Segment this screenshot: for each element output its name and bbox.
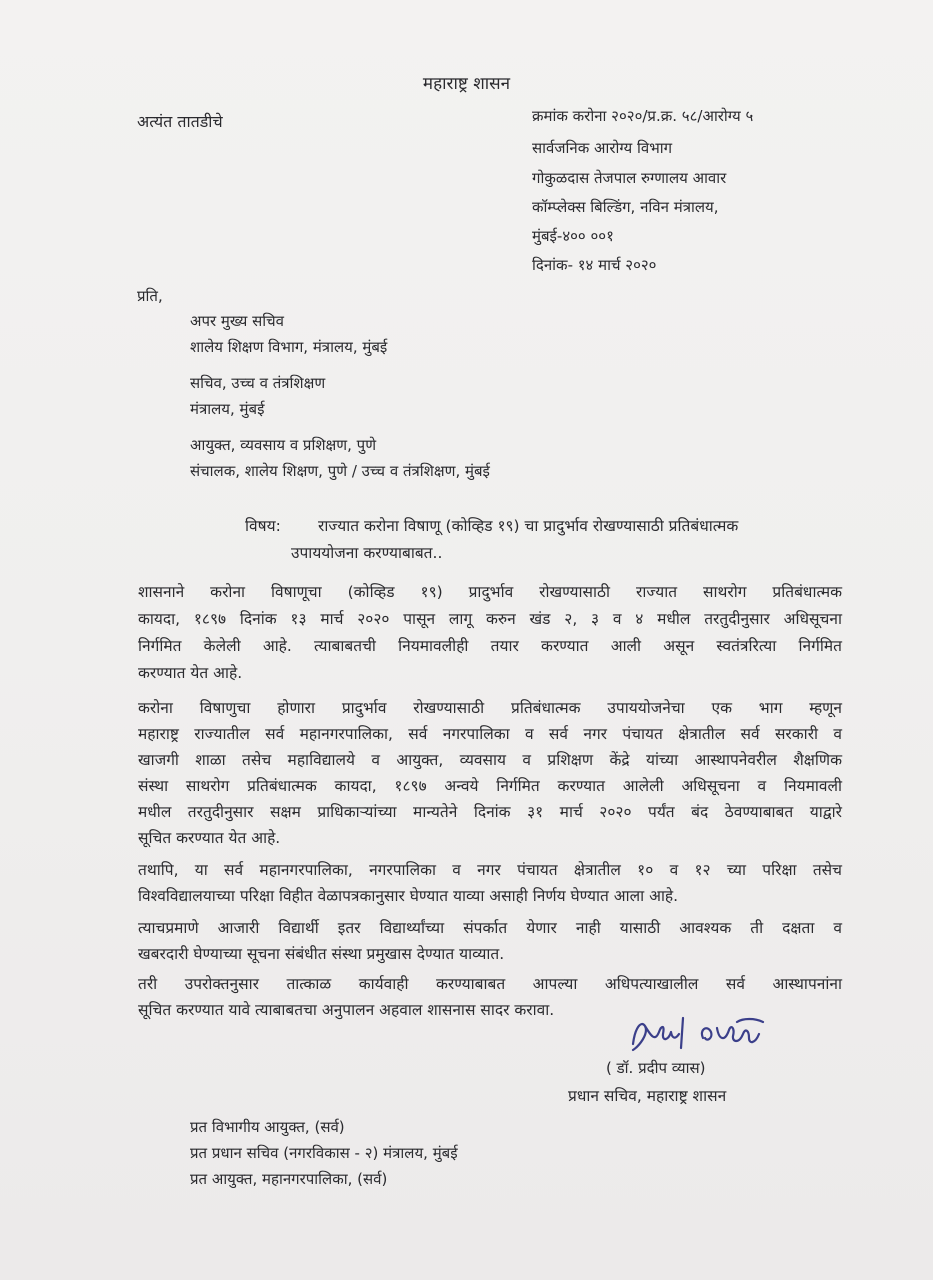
copy-to-line: प्रत आयुक्त, महानगरपालिका, (सर्व) (190, 1170, 388, 1188)
reference-number: क्रमांक करोना २०२०/प्र.क्र. ५८/आरोग्य ५ (532, 107, 754, 125)
urgency-note: अत्यंत तातडीचे (137, 112, 223, 131)
copy-to-line: प्रत प्रधान सचिव (नगरविकास - २) मंत्रालय, मुंबई (190, 1144, 458, 1162)
recipient-line: सचिव, उच्च व तंत्रशिक्षण (190, 374, 326, 392)
copy-to-line: प्रत विभागीय आयुक्त, (सर्व) (190, 1118, 345, 1136)
body-line: शासनाने करोना विषाणूचा (कोव्हिड १९) प्रादुर्भाव रोखण्यासाठी राज्यात साथरोग प्रतिबंधात्मक (138, 583, 842, 601)
body-line: निर्गमित केलेली आहे. त्याबाबतची नियमावलीही तयार करण्यात आली असून स्वतंत्ररित्या निर्गमित (138, 637, 842, 655)
address-line: मुंबई-४०० ००१ (532, 227, 614, 245)
body-line: खाजगी शाळा तसेच महाविद्यालये व आयुक्त, व्यवसाय व प्रशिक्षण केंद्रे यांच्या आस्थापनेवरील शैक्षणिक (138, 751, 842, 769)
body-line: विश्वविद्यालयाच्या परिक्षा विहीत वेळापत्रकानुसार घेण्यात याव्या असाही निर्णय घेण्यात आला आहे. (138, 887, 679, 905)
subject-line: राज्यात करोना विषाणू (कोव्हिड १९) चा प्रादुर्भाव रोखण्यासाठी प्रतिबंधात्मक (318, 517, 739, 535)
body-line: तथापि, या सर्व महानगरपालिका, नगरपालिका व नगर पंचायत क्षेत्रातील १० व १२ च्या परिक्षा तसेच (138, 861, 842, 879)
handwritten-signature (625, 1010, 775, 1058)
body-line: त्याचप्रमाणे आजारी विद्यार्थी इतर विद्यार्थ्यांच्या संपर्कात येणार नाही यासाठी आवश्यक ती दक्षता व (138, 919, 842, 937)
address-line: गोकुळदास तेजपाल रुग्णालय आवार (532, 169, 727, 187)
body-line: करण्यात येत आहे. (138, 664, 243, 682)
body-line: कायदा, १८९७ दिनांक १३ मार्च २०२० पासून लागू करुन खंड २, ३ व ४ मधील तरतुदीनुसार अधिसूचना (138, 610, 842, 628)
department-name: सार्वजनिक आरोग्य विभाग (532, 139, 673, 157)
body-line: तरी उपरोक्तनुसार तात्काळ कार्यवाही करण्याबाबत आपल्या अधिपत्याखालील सर्व आस्थापनांना (138, 975, 842, 993)
recipient-line: शालेय शिक्षण विभाग, मंत्रालय, मुंबई (190, 338, 388, 356)
body-line: संस्था साथरोग प्रतिबंधात्मक कायदा, १८९७ अन्वये निर्गमित करण्यात आलेली अधिसूचना व नियमावली (138, 777, 842, 795)
body-line: खबरदारी घेण्याच्या सूचना संबंधीत संस्था प्रमुखास देण्यात याव्यात. (138, 945, 505, 963)
address-line: कॉम्प्लेक्स बिल्डिंग, नविन मंत्रालय, (532, 198, 719, 216)
body-line: मधील तरतुदीनुसार सक्षम प्राधिकाऱ्यांच्या मान्यतेने दिनांक ३१ मार्च २०२० पर्यंत बंद ठेवण्याबाबत याद्वारे (138, 803, 842, 821)
signatory-designation: प्रधान सचिव, महाराष्ट्र शासन (568, 1087, 727, 1105)
recipient-line: मंत्रालय, मुंबई (190, 400, 265, 418)
letter-date: दिनांक- १४ मार्च २०२० (532, 256, 657, 274)
recipient-line: आयुक्त, व्यवसाय व प्रशिक्षण, पुणे (190, 436, 377, 454)
recipients-label: प्रति, (137, 287, 163, 305)
recipient-line: संचालक, शालेय शिक्षण, पुणे / उच्च व तंत्रशिक्षण, मुंबई (190, 462, 490, 480)
subject-line: उपाययोजना करण्याबाबत.. (291, 544, 443, 562)
recipient-line: अपर मुख्य सचिव (190, 312, 284, 330)
body-line: सूचित करण्यात यावे त्याबाबतचा अनुपालन अहवाल शासनास सादर करावा. (138, 1001, 555, 1019)
body-line: करोना विषाणुचा होणारा प्रादुर्भाव रोखण्यासाठी प्रतिबंधात्मक उपाययोजनेचा एक भाग म्हणून (138, 699, 842, 717)
letterhead-title: महाराष्ट्र शासन (422, 74, 511, 94)
signatory-name: ( डॉ. प्रदीप व्यास) (606, 1059, 706, 1077)
subject-label: विषय: (245, 517, 281, 535)
body-line: महाराष्ट्र राज्यातील सर्व महानगरपालिका, सर्व नगरपालिका व सर्व नगर पंचायत क्षेत्रातील सर्व सरकारी व (138, 725, 842, 743)
body-line: सूचित करण्यात येत आहे. (138, 829, 281, 847)
